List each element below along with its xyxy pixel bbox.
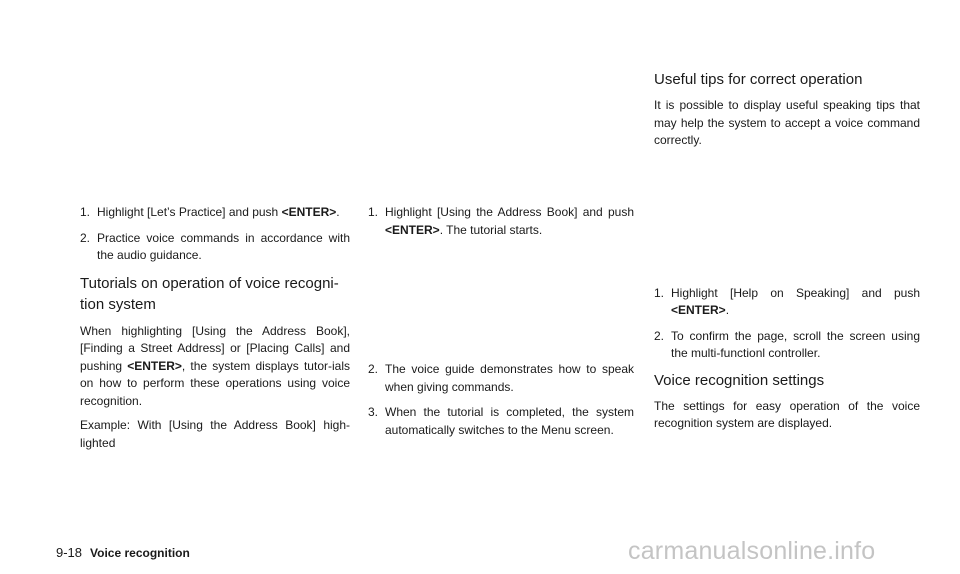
list-item: 2. Practice voice commands in accordance with the audio guidance. (80, 230, 350, 262)
page-number: 9-18 (56, 545, 83, 560)
step-number: 2. (80, 230, 91, 245)
section-heading-tutorials: Tutorials on operation of voice recogni-tion system (80, 274, 339, 313)
list-item: 1. Highlight [Help on Speaking] and push <ENTER>. (654, 285, 920, 317)
tutorial-steps-top (368, 204, 634, 239)
list-item: 1. Highlight [Let’s Practice] and push <ENTER>. (80, 204, 350, 222)
figure-space (654, 157, 920, 285)
section-name: Voice recognition (90, 546, 190, 560)
practice-steps (80, 204, 350, 265)
page-footer (56, 545, 190, 561)
example-paragraph: Example: With [Using the Address Book] high-lighted (80, 418, 350, 450)
right-column (654, 70, 920, 440)
tutorial-steps-bottom (368, 361, 634, 439)
middle-column (368, 204, 634, 447)
step-number: 2. (368, 362, 379, 376)
step-number: 1. (654, 285, 665, 300)
step-number: 2. (654, 328, 665, 343)
settings-paragraph: The settings for easy operation of the voice recognition system are displayed. (654, 398, 920, 430)
watermark-text[interactable]: carmanualsonline.info (628, 537, 876, 565)
figure-space (368, 247, 634, 361)
useful-tips-paragraph: It is possible to display useful speaking tips that may help the system to accept a voice command correctly. (654, 98, 920, 147)
list-item: 2. To confirm the page, scroll the screen using the multi-functionl controller. (654, 328, 920, 360)
section-heading-settings: Voice recognition settings (654, 371, 825, 389)
step-number: 1. (80, 205, 91, 219)
step-number: 3. (368, 405, 379, 419)
left-column (80, 204, 350, 459)
list-item: 3. When the tutorial is completed, the system automatically switches to the Menu screen. (368, 405, 634, 437)
tutorials-paragraph: When highlighting [Using the Address Book], [Finding a Street Address] or [Placing Calls] and pushing <ENTER>, the system displays tutor-ials on how to perform these operations using voice recognition. (80, 323, 350, 408)
step-number: 1. (368, 205, 379, 219)
section-heading-useful-tips: Useful tips for correct operation (654, 71, 863, 88)
list-item: 1. Highlight [Using the Address Book] and push <ENTER>. The tutorial starts. (368, 205, 634, 237)
help-steps (654, 285, 920, 363)
list-item: 2. The voice guide demonstrates how to speak when giving commands. (368, 362, 634, 394)
